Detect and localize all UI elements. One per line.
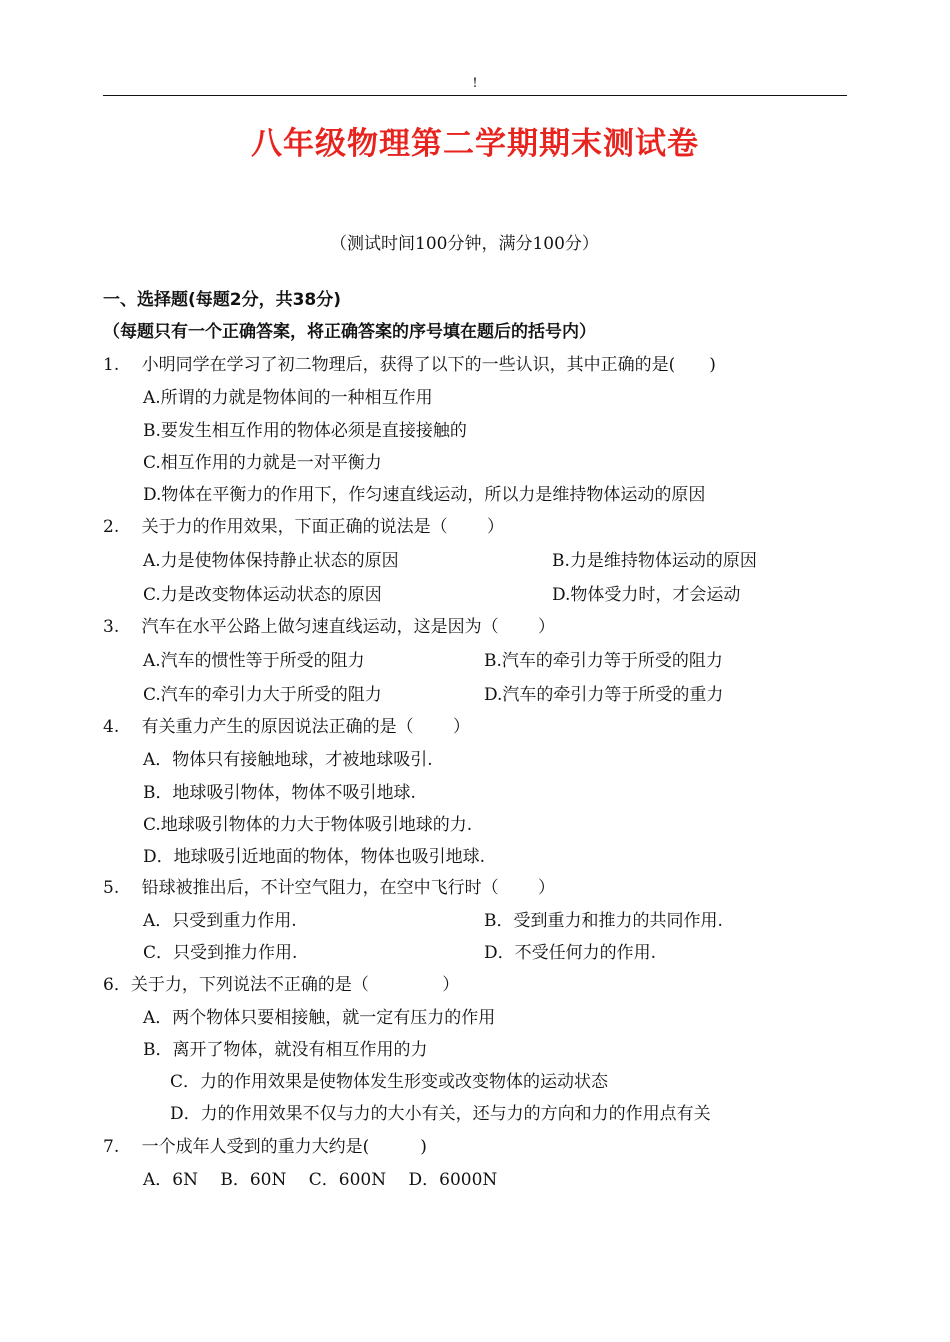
question-5-option-a: A．只受到重力作用. xyxy=(143,911,297,931)
question-2-stem: 2. 关于力的作用效果，下面正确的说法是（ ） xyxy=(103,517,505,537)
question-6-option-b: B．离开了物体，就没有相互作用的力 xyxy=(143,1040,428,1060)
question-3-option-d: D.汽车的牵引力等于所受的重力 xyxy=(484,685,724,705)
question-2-option-b: B.力是维持物体运动的原因 xyxy=(552,551,757,571)
header-mark: ! xyxy=(472,76,478,91)
question-4-option-b: B．地球吸引物体，物体不吸引地球. xyxy=(143,783,416,803)
question-6-option-a: A．两个物体只要相接触，就一定有压力的作用 xyxy=(143,1008,496,1028)
question-4-option-d: D．地球吸引近地面的物体，物体也吸引地球. xyxy=(143,847,486,867)
question-2-option-c: C.力是改变物体运动状态的原因 xyxy=(143,585,382,605)
question-6-option-d: D．力的作用效果不仅与力的大小有关，还与力的方向和力的作用点有关 xyxy=(170,1104,711,1124)
question-1-option-a: A.所谓的力就是物体间的一种相互作用 xyxy=(143,388,433,408)
question-3-option-b: B.汽车的牵引力等于所受的阻力 xyxy=(484,651,723,671)
question-6-option-c: C．力的作用效果是使物体发生形变或改变物体的运动状态 xyxy=(170,1072,609,1092)
question-4-option-c: C.地球吸引物体的力大于物体吸引地球的力. xyxy=(143,815,473,835)
question-7-stem: 7. 一个成年人受到的重力大约是( ) xyxy=(103,1137,427,1157)
question-3-option-a: A.汽车的惯性等于所受的阻力 xyxy=(143,651,365,671)
question-1-stem: 1. 小明同学在学习了初二物理后，获得了以下的一些认识，其中正确的是( ) xyxy=(103,355,716,375)
question-3-stem: 3. 汽车在水平公路上做匀速直线运动，这是因为（ ） xyxy=(103,617,556,637)
question-4-stem: 4. 有关重力产生的原因说法正确的是（ ） xyxy=(103,717,471,737)
question-5-stem: 5. 铅球被推出后，不计空气阻力，在空中飞行时（ ） xyxy=(103,878,556,898)
question-1-option-c: C.相互作用的力就是一对平衡力 xyxy=(143,453,382,473)
question-2-option-a: A.力是使物体保持静止状态的原因 xyxy=(143,551,399,571)
question-3-option-c: C.汽车的牵引力大于所受的阻力 xyxy=(143,685,382,705)
section-heading: 一、选择题(每题2分，共38分) xyxy=(103,290,342,310)
question-1-option-b: B.要发生相互作用的物体必须是直接接触的 xyxy=(143,421,467,441)
header-rule xyxy=(103,95,847,96)
section-instruction: （每题只有一个正确答案，将正确答案的序号填在题后的括号内） xyxy=(103,322,596,342)
question-1-option-d: D.物体在平衡力的作用下，作匀速直线运动，所以力是维持物体运动的原因 xyxy=(143,485,706,505)
test-info: （测试时间100分钟，满分100分） xyxy=(330,234,599,254)
question-7-options: A．6N B．60N C．600N D．6000N xyxy=(143,1170,498,1190)
question-5-option-b: B．受到重力和推力的共同作用. xyxy=(484,911,723,931)
question-4-option-a: A．物体只有接触地球，才被地球吸引. xyxy=(143,750,433,770)
question-6-stem: 6．关于力，下列说法不正确的是（ ） xyxy=(103,975,460,995)
question-2-option-d: D.物体受力时，才会运动 xyxy=(552,585,741,605)
question-5-option-c: C．只受到推力作用. xyxy=(143,943,298,963)
question-5-option-d: D．不受任何力的作用. xyxy=(484,943,657,963)
page-title: 八年级物理第二学期期末测试卷 xyxy=(251,126,699,162)
